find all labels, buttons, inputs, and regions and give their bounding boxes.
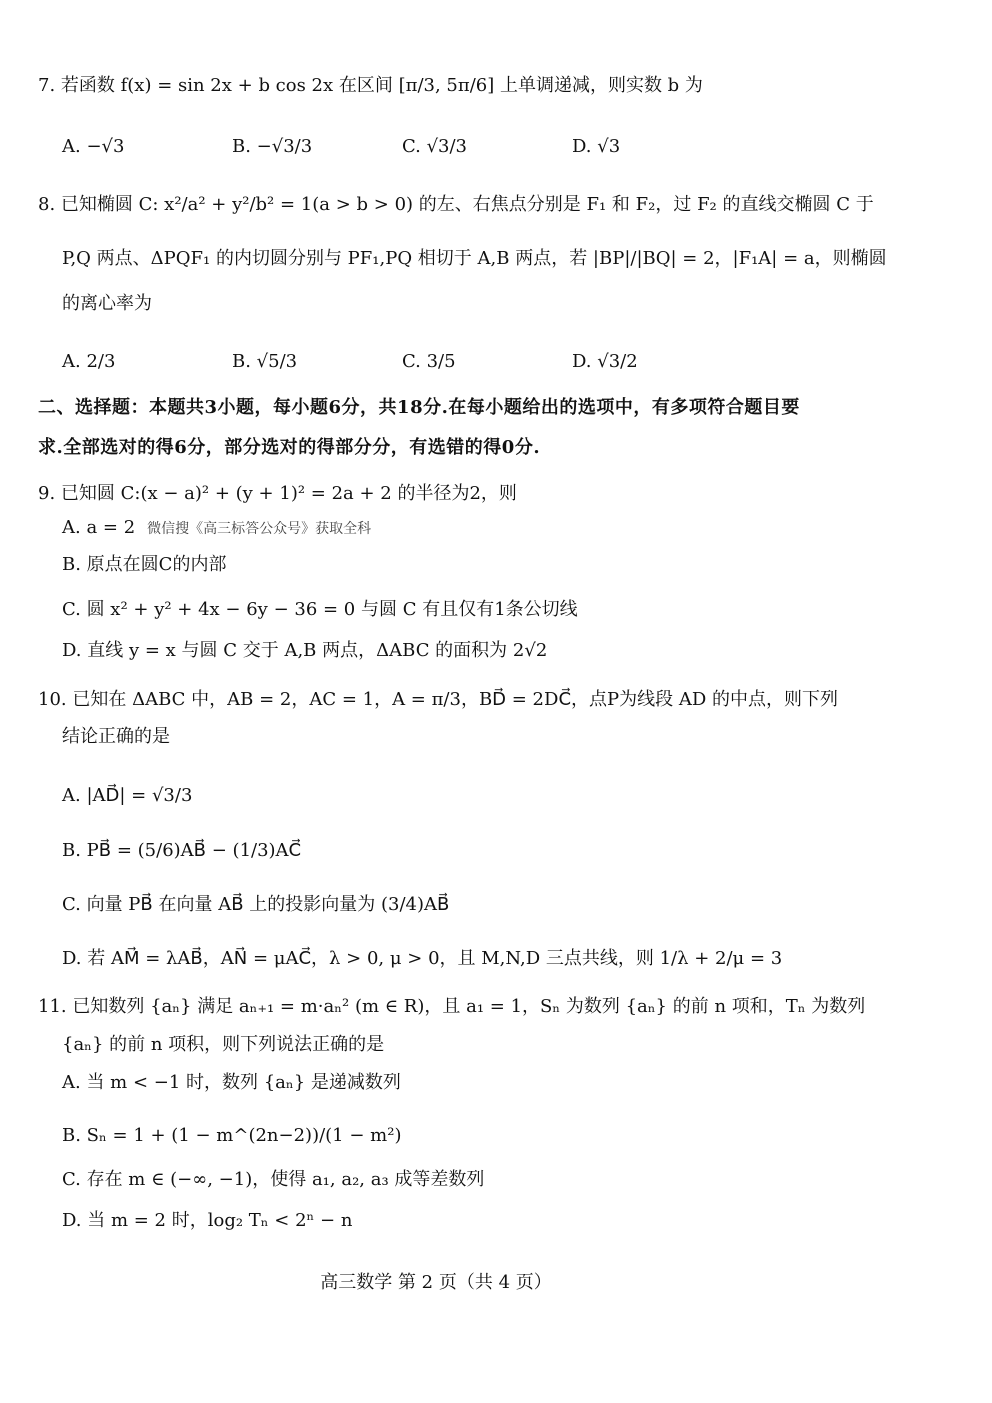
q10-option-a: A. |AD⃗| = √3/3 xyxy=(62,785,193,806)
q7-option-d: D. √3 xyxy=(572,136,621,157)
q11-option-b: B. Sₙ = 1 + (1 − m^(2n−2))/(1 − m²) xyxy=(62,1125,402,1146)
q7-stem: 7. 若函数 f(x) = sin 2x + b cos 2x 在区间 [π/3, 5π/6] 上单调递减，则实数 b 为 xyxy=(38,75,703,96)
q10-option-d: D. 若 AM⃗ = λAB⃗，AN⃗ = μAC⃗，λ > 0, μ > 0，且 M,N,D 三点共线，则 1/λ + 2/μ = 3 xyxy=(62,948,783,969)
q9-option-a xyxy=(62,516,371,541)
q7-option-c: C. √3/3 xyxy=(402,136,468,157)
q8-line-3: 的离心率为 xyxy=(62,293,152,314)
q9-option-a-text: A. a = 2 xyxy=(62,517,136,538)
q11-option-a: A. 当 m < −1 时，数列 {aₙ} 是递减数列 xyxy=(62,1072,401,1093)
q7-option-b: B. −√3/3 xyxy=(232,136,313,157)
q9-stem: 9. 已知圆 C:(x − a)² + (y + 1)² = 2a + 2 的半径为2，则 xyxy=(38,483,517,504)
watermark-text: 微信搜《高三标答公众号》获取全科 xyxy=(147,521,372,537)
q8-line-2: P,Q 两点、ΔPQF₁ 的内切圆分别与 PF₁,PQ 相切于 A,B 两点，若 |BP|/|BQ| = 2，|F₁A| = a，则椭圆 xyxy=(62,248,887,269)
q10-option-b: B. PB⃗ = (5/6)AB⃗ − (1/3)AC⃗ xyxy=(62,840,302,861)
q10-option-c: C. 向量 PB⃗ 在向量 AB⃗ 上的投影向量为 (3/4)AB⃗ xyxy=(62,894,450,915)
section-2-heading-line-2: 求.全部选对的得6分，部分选对的得部分分，有选错的得0分. xyxy=(38,437,541,458)
q10-line-1: 10. 已知在 ΔABC 中，AB = 2，AC = 1，A = π/3，BD⃗ = 2DC⃗，点P为线段 AD 的中点，则下列 xyxy=(38,689,838,710)
q8-option-d: D. √3/2 xyxy=(572,351,638,372)
q11-option-c: C. 存在 m ∈ (−∞, −1)，使得 a₁, a₂, a₃ 成等差数列 xyxy=(62,1169,485,1190)
page-footer: 高三数学 第 2 页（共 4 页） xyxy=(320,1272,552,1293)
q8-option-b: B. √5/3 xyxy=(232,351,298,372)
q11-line-1: 11. 已知数列 {aₙ} 满足 aₙ₊₁ = m·aₙ² (m ∈ R)，且 a₁ = 1，Sₙ 为数列 {aₙ} 的前 n 项和，Tₙ 为数列 xyxy=(38,996,866,1017)
q7-option-a: A. −√3 xyxy=(62,136,125,157)
q8-option-c: C. 3/5 xyxy=(402,351,456,372)
q11-line-2: {aₙ} 的前 n 项积，则下列说法正确的是 xyxy=(62,1034,385,1055)
q9-option-d: D. 直线 y = x 与圆 C 交于 A,B 两点，ΔABC 的面积为 2√2 xyxy=(62,640,548,661)
q8-option-a: A. 2/3 xyxy=(62,351,116,372)
q9-option-b: B. 原点在圆C的内部 xyxy=(62,554,227,575)
q8-line-1: 8. 已知椭圆 C: x²/a² + y²/b² = 1(a > b > 0) 的左、右焦点分别是 F₁ 和 F₂，过 F₂ 的直线交椭圆 C 于 xyxy=(38,194,874,215)
q11-option-d: D. 当 m = 2 时，log₂ Tₙ < 2ⁿ − n xyxy=(62,1210,353,1231)
q9-option-c: C. 圆 x² + y² + 4x − 6y − 36 = 0 与圆 C 有且仅有1条公切线 xyxy=(62,599,578,620)
section-2-heading-line-1: 二、选择题：本题共3小题，每小题6分，共18分.在每小题给出的选项中，有多项符合题目要 xyxy=(38,397,800,418)
q10-line-2: 结论正确的是 xyxy=(62,726,170,747)
